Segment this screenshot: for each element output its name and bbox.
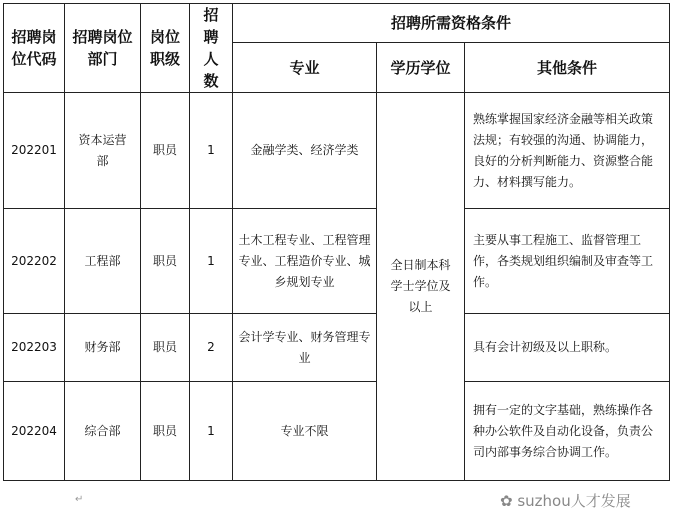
cell-dept: 综合部 (65, 382, 141, 481)
cell-code: 202203 (4, 314, 65, 382)
paragraph-mark-icon: ↵ (75, 494, 84, 505)
cell-other: 熟练掌握国家经济金融等相关政策法规；有较强的沟通、协调能力，良好的分析判断能力、资源整合能力、材料撰写能力。 (465, 93, 670, 209)
cell-level: 职员 (141, 382, 190, 481)
cell-code: 202202 (4, 209, 65, 314)
cell-level: 职员 (141, 209, 190, 314)
header-qualifications: 招聘所需资格条件 (233, 4, 670, 43)
cell-other: 具有会计初级及以上职称。 (465, 314, 670, 382)
header-degree: 学历学位 (377, 43, 465, 93)
header-code: 招聘岗位代码 (4, 4, 65, 93)
cell-count: 1 (190, 209, 233, 314)
header-count: 招聘人数 (190, 4, 233, 93)
cell-level: 职员 (141, 93, 190, 209)
watermark (500, 490, 631, 511)
cell-major: 会计学专业、财务管理专业 (233, 314, 377, 382)
table-row (4, 209, 670, 314)
table-row (4, 93, 670, 209)
cell-major: 金融学类、经济学类 (233, 93, 377, 209)
cell-count: 1 (190, 93, 233, 209)
cell-count: 1 (190, 382, 233, 481)
cell-dept: 财务部 (65, 314, 141, 382)
cell-other: 拥有一定的文字基础，熟练操作各种办公软件及自动化设备，负责公司内部事务综合协调工作。 (465, 382, 670, 481)
cell-major: 专业不限 (233, 382, 377, 481)
header-other: 其他条件 (465, 43, 670, 93)
header-dept: 招聘岗位部门 (65, 4, 141, 93)
cell-level: 职员 (141, 314, 190, 382)
table-row (4, 314, 670, 382)
table-row (4, 382, 670, 481)
cell-count: 2 (190, 314, 233, 382)
watermark-text: suzhou人才发展 (517, 492, 631, 510)
cell-code: 202204 (4, 382, 65, 481)
header-level: 岗位职级 (141, 4, 190, 93)
cell-dept: 工程部 (65, 209, 141, 314)
cell-degree: 全日制本科学士学位及以上 (377, 93, 465, 481)
wechat-icon: ✿ (500, 492, 518, 510)
cell-major: 土木工程专业、工程管理专业、工程造价专业、城乡规划专业 (233, 209, 377, 314)
cell-code: 202201 (4, 93, 65, 209)
header-major: 专业 (233, 43, 377, 93)
recruitment-table (3, 3, 670, 481)
cell-other: 主要从事工程施工、监督管理工作，各类规划组织编制及审查等工作。 (465, 209, 670, 314)
cell-dept: 资本运营部 (65, 93, 141, 209)
